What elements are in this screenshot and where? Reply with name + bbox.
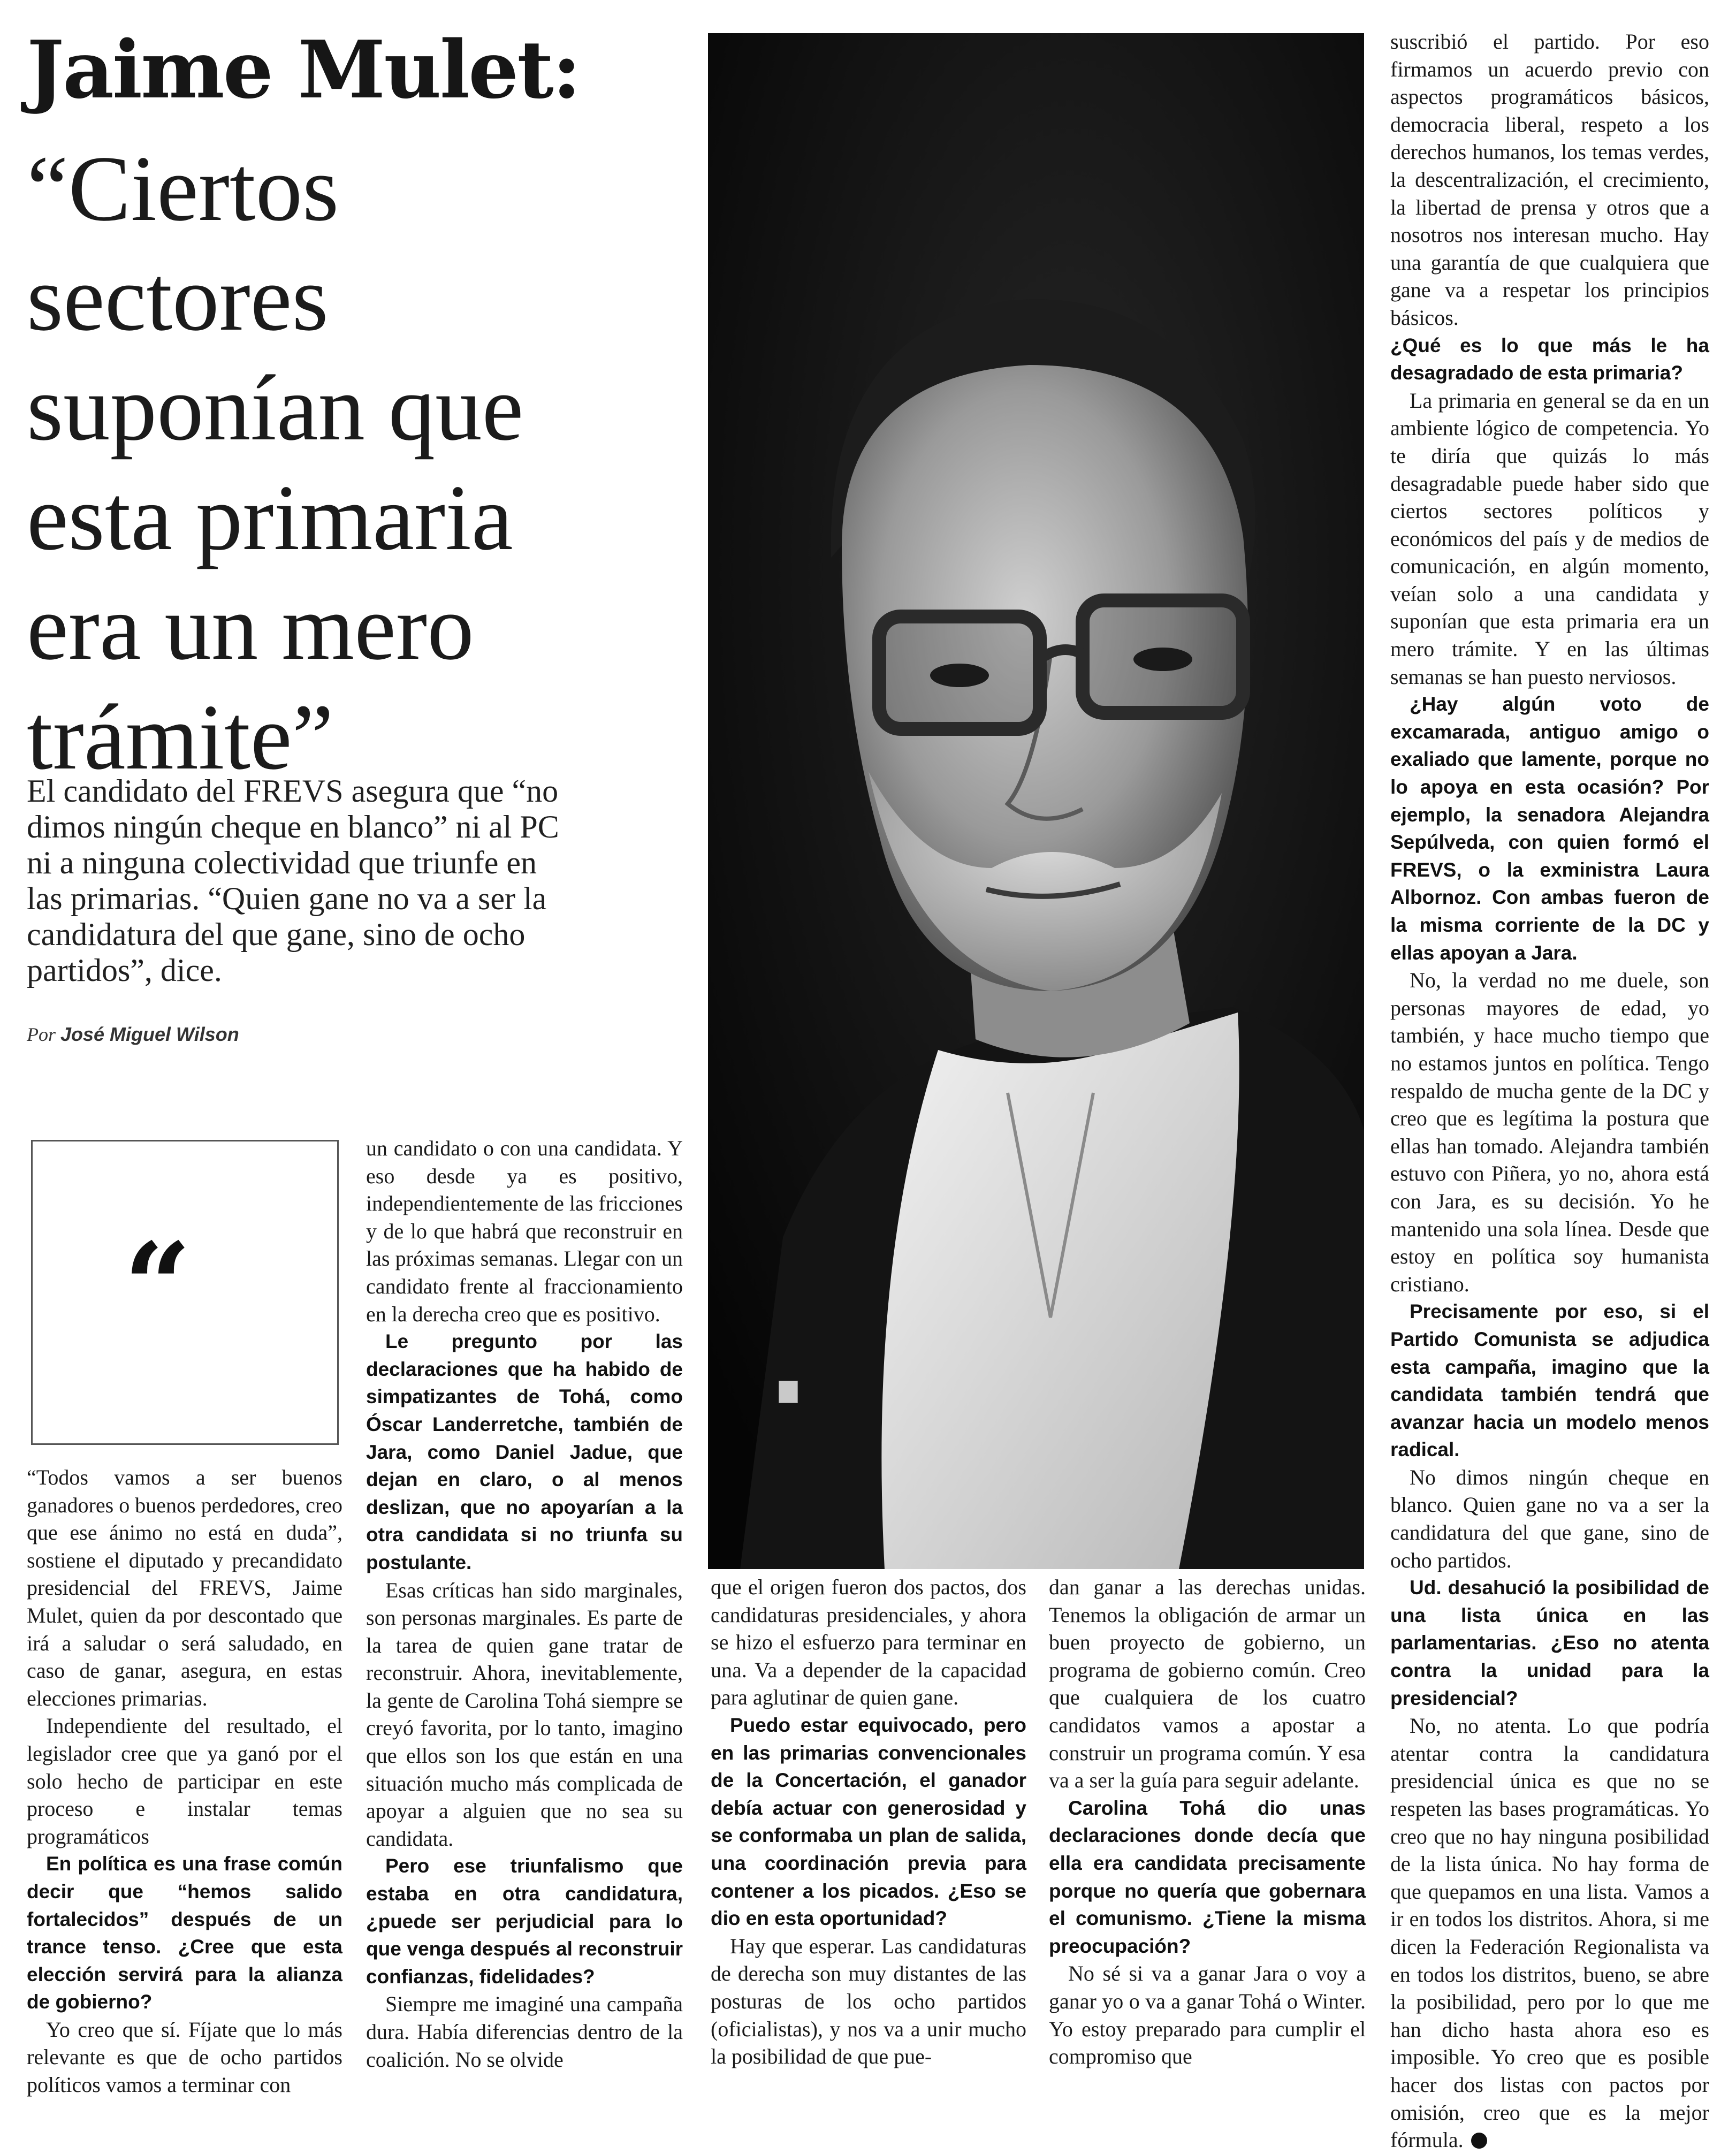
interview-question: Le pregunto por las declaraciones que ha habido de simpatizantes de Tohá, como Óscar Landerretche, también de Jara, como Daniel Jadue, que dejan en claro, o al menos deslizan, que no apoyarían a la otra candidata si no triunfa su postulante. xyxy=(366,1330,683,1573)
headline-name: Jaime Mulet: xyxy=(27,23,580,116)
deck-line: dimos ningún cheque en blanco” ni al PC xyxy=(27,809,559,844)
interview-question: Pero ese triunfalismo que estaba en otra candidatura, ¿puede ser perjudicial para lo que venga después al reconstruir confianzas, fidelidades? xyxy=(366,1855,683,1988)
paragraph-final xyxy=(1390,1712,1709,2154)
interview-question: Carolina Tohá dio unas declaraciones donde decía que ella era candidata precisamente porque no quería que gobernara el comunismo. ¿Tiene la misma preocupación? xyxy=(1049,1797,1366,1957)
paragraph: un candidato o con una candidata. Y eso desde ya es positivo, independientemente de las fricciones y de lo que habrá que reconstruir en las próximas semanas. Llegar con un candidato frente al fraccionamiento en la derecha creo que es positivo. xyxy=(366,1136,683,1326)
paragraph: Esas críticas han sido marginales, son personas marginales. Es parte de la tarea de quien gane tratar de reconstruir. Ahora, inevitablemente, la gente de Carolina Tohá siempre se creyó favorita, por lo tanto, imagino que ellos son los que están en una situación mucho más complicada de apoyar a alguien que no sea su candidata. xyxy=(366,1578,683,1851)
paragraph: dan ganar a las derechas unidas. Tenemos la obligación de armar un buen proyecto de gobierno, un programa de gobierno común. Creo que cualquiera de los cuatro candidatos vamos a apostar a construir un programa común. Y esa va a ser la guía para seguir adelante. xyxy=(1049,1575,1366,1793)
paragraph: Yo creo que sí. Fíjate que lo más relevante es que de ocho partidos políticos vamos a terminar con xyxy=(27,2017,342,2097)
byline-author: José Miguel Wilson xyxy=(60,1023,239,1045)
interview-question: Ud. desahució la posibilidad de una lista única en las parlamentarias. ¿Eso no atenta contra la unidad para la presidencial? xyxy=(1390,1577,1709,1709)
photo-credit-icon xyxy=(779,1381,798,1403)
deck-line: las primarias. “Quien gane no va a ser la xyxy=(27,881,547,916)
paragraph: suscribió el partido. Por eso firmamos un acuerdo previo con aspectos programáticos básicos, democracia liberal, respeto a los derechos humanos, los temas verdes, la descentralización, el crecimiento, la libertad de prensa y otros que a nosotros nos interesan mucho. Hay una garantía de que cualquiera que gane va a respetar los principios básicos. xyxy=(1390,29,1709,330)
quote-mark-icon: “ xyxy=(124,1216,192,1355)
headline-quote-line: sectores xyxy=(27,246,329,350)
paragraph: Siempre me imaginé una campaña dura. Había diferencias dentro de la coalición. No se olvide xyxy=(366,1992,683,2072)
headline-quote-line: era un mero xyxy=(27,575,474,679)
byline-prefix: Por xyxy=(27,1024,56,1045)
deck-line: El candidato del FREVS asegura que “no xyxy=(27,773,559,809)
pullquote-box xyxy=(31,1140,339,1445)
deck-line: partidos”, dice. xyxy=(27,953,222,988)
interview-question: Puedo estar equivocado, pero en las primarias convencionales de la Concertación, el ganador debía actuar con generosidad y se conformaba un plan de salida, una coordinación previa para contener a los picados. ¿Eso se dio en esta oportunidad? xyxy=(711,1714,1026,1930)
paragraph: No, la verdad no me duele, son personas mayores de edad, yo también, y hace mucho tiempo que no estamos juntos en política. Tengo respaldo de mucha gente de la DC y creo que es legítima la postura que ellas han tomado. Alejandra también estuvo con Piñera, yo no, ahora está con Jara, es su decisión. Yo he mantenido una sola línea. Desde que estoy en política soy humanista cristiano. xyxy=(1390,968,1709,1296)
interview-question: En política es una frase común decir que “hemos salido fortalecidos” después de un trance tenso. ¿Cree que esta elección servirá para la alianza de gobierno? xyxy=(27,1853,342,2013)
portrait-photo xyxy=(708,33,1364,1569)
headline-quote-line: “Ciertos xyxy=(27,136,339,240)
interview-question: Precisamente por eso, si el Partido Comunista se adjudica esta campaña, imagino que la candidata también tendrá que avanzar hacia un modelo menos radical. xyxy=(1390,1300,1709,1461)
interview-question: ¿Hay algún voto de excamarada, antiguo amigo o exaliado que lamente, porque no lo apoya en esta ocasión? Por ejemplo, la senadora Alejandra Sepúlveda, con quien formó el FREVS, o la exministra Laura Albornoz. Con ambas fueron de la misma corriente de la DC y ellas apoyan a Jara. xyxy=(1390,693,1709,964)
headline-quote-line: trámite” xyxy=(27,685,334,789)
byline xyxy=(27,1023,239,1046)
article-column-1 xyxy=(27,1464,342,2099)
article-column-2 xyxy=(366,1135,683,2073)
paragraph: La primaria en general se da en un ambiente lógico de competencia. Yo te diría que quizás lo más desagradable puede haber sido que ciertos sectores políticos y económicos del país y de medios de comunicación, en algún momento, veían solo a una candidata y suponían que esta primaria era un mero trámite. Y en las últimas semanas se han puesto nerviosos. xyxy=(1390,388,1709,689)
paragraph: “Todos vamos a ser buenos ganadores o buenos perdedores, creo que ese ánimo no está en duda”, sostiene el diputado y precandidato presidencial del FREVS, Jaime Mulet, quien da por descontado que irá a saludar o será saludado, en caso de ganar, asegura, en estas elecciones primarias. xyxy=(27,1465,342,1710)
paragraph: No sé si va a ganar Jara o voy a ganar yo o va a ganar Tohá o Winter. Yo estoy preparado para cumplir el compromiso que xyxy=(1049,1961,1366,2069)
deck-line: ni a ninguna colectividad que triunfe en xyxy=(27,845,537,880)
article-column-4 xyxy=(1049,1573,1366,2071)
headline-quote xyxy=(27,134,696,792)
portrait-illustration xyxy=(708,33,1364,1569)
deck xyxy=(27,773,690,988)
paragraph: Independiente del resultado, el legislador cree que ya ganó por el solo hecho de participar en este proceso e instalar temas programáticos xyxy=(27,1714,342,1848)
paragraph: que el origen fueron dos pactos, dos candidaturas presidenciales, y ahora se hizo el esfuerzo para terminar en una. Va a depender de la capacidad para aglutinar de quien gane. xyxy=(711,1575,1026,1710)
final-paragraph-text: No, no atenta. Lo que podría atentar contra la candidatura presidencial única es que no se respeten las bases programáticas. Yo creo que no hay ninguna posibilidad de la lista única. No hay forma de que quepamos en una lista. Vamos a ir en todos los distritos. Ahora, si me dicen la Federación Regionalista va en todos los distritos, bueno, se abre la posibilidad, pero por lo que me han dicho hasta ahora eso es imposible. Yo creo que es posible hacer dos listas con pactos por omisión, creo que es la mejor fórmula. xyxy=(1390,1714,1709,2152)
article-column-5 xyxy=(1390,28,1709,2154)
deck-line: candidatura del que gane, sino de ocho xyxy=(27,917,526,952)
headline-quote-line: suponían que xyxy=(27,356,524,460)
headline-quote-line: esta primaria xyxy=(27,466,513,569)
end-mark-icon xyxy=(1471,2133,1487,2149)
paragraph: Hay que esperar. Las candidaturas de derecha son muy distantes de las posturas de los ocho partidos (oficialistas), y nos va a unir mucho la posibilidad de que pue- xyxy=(711,1934,1026,2069)
article-column-3 xyxy=(711,1573,1026,2071)
paragraph: No dimos ningún cheque en blanco. Quien gane no va a ser la candidatura del que gane, sino de ocho partidos. xyxy=(1390,1465,1709,1572)
interview-question: ¿Qué es lo que más le ha desagradado de esta primaria? xyxy=(1390,334,1709,384)
